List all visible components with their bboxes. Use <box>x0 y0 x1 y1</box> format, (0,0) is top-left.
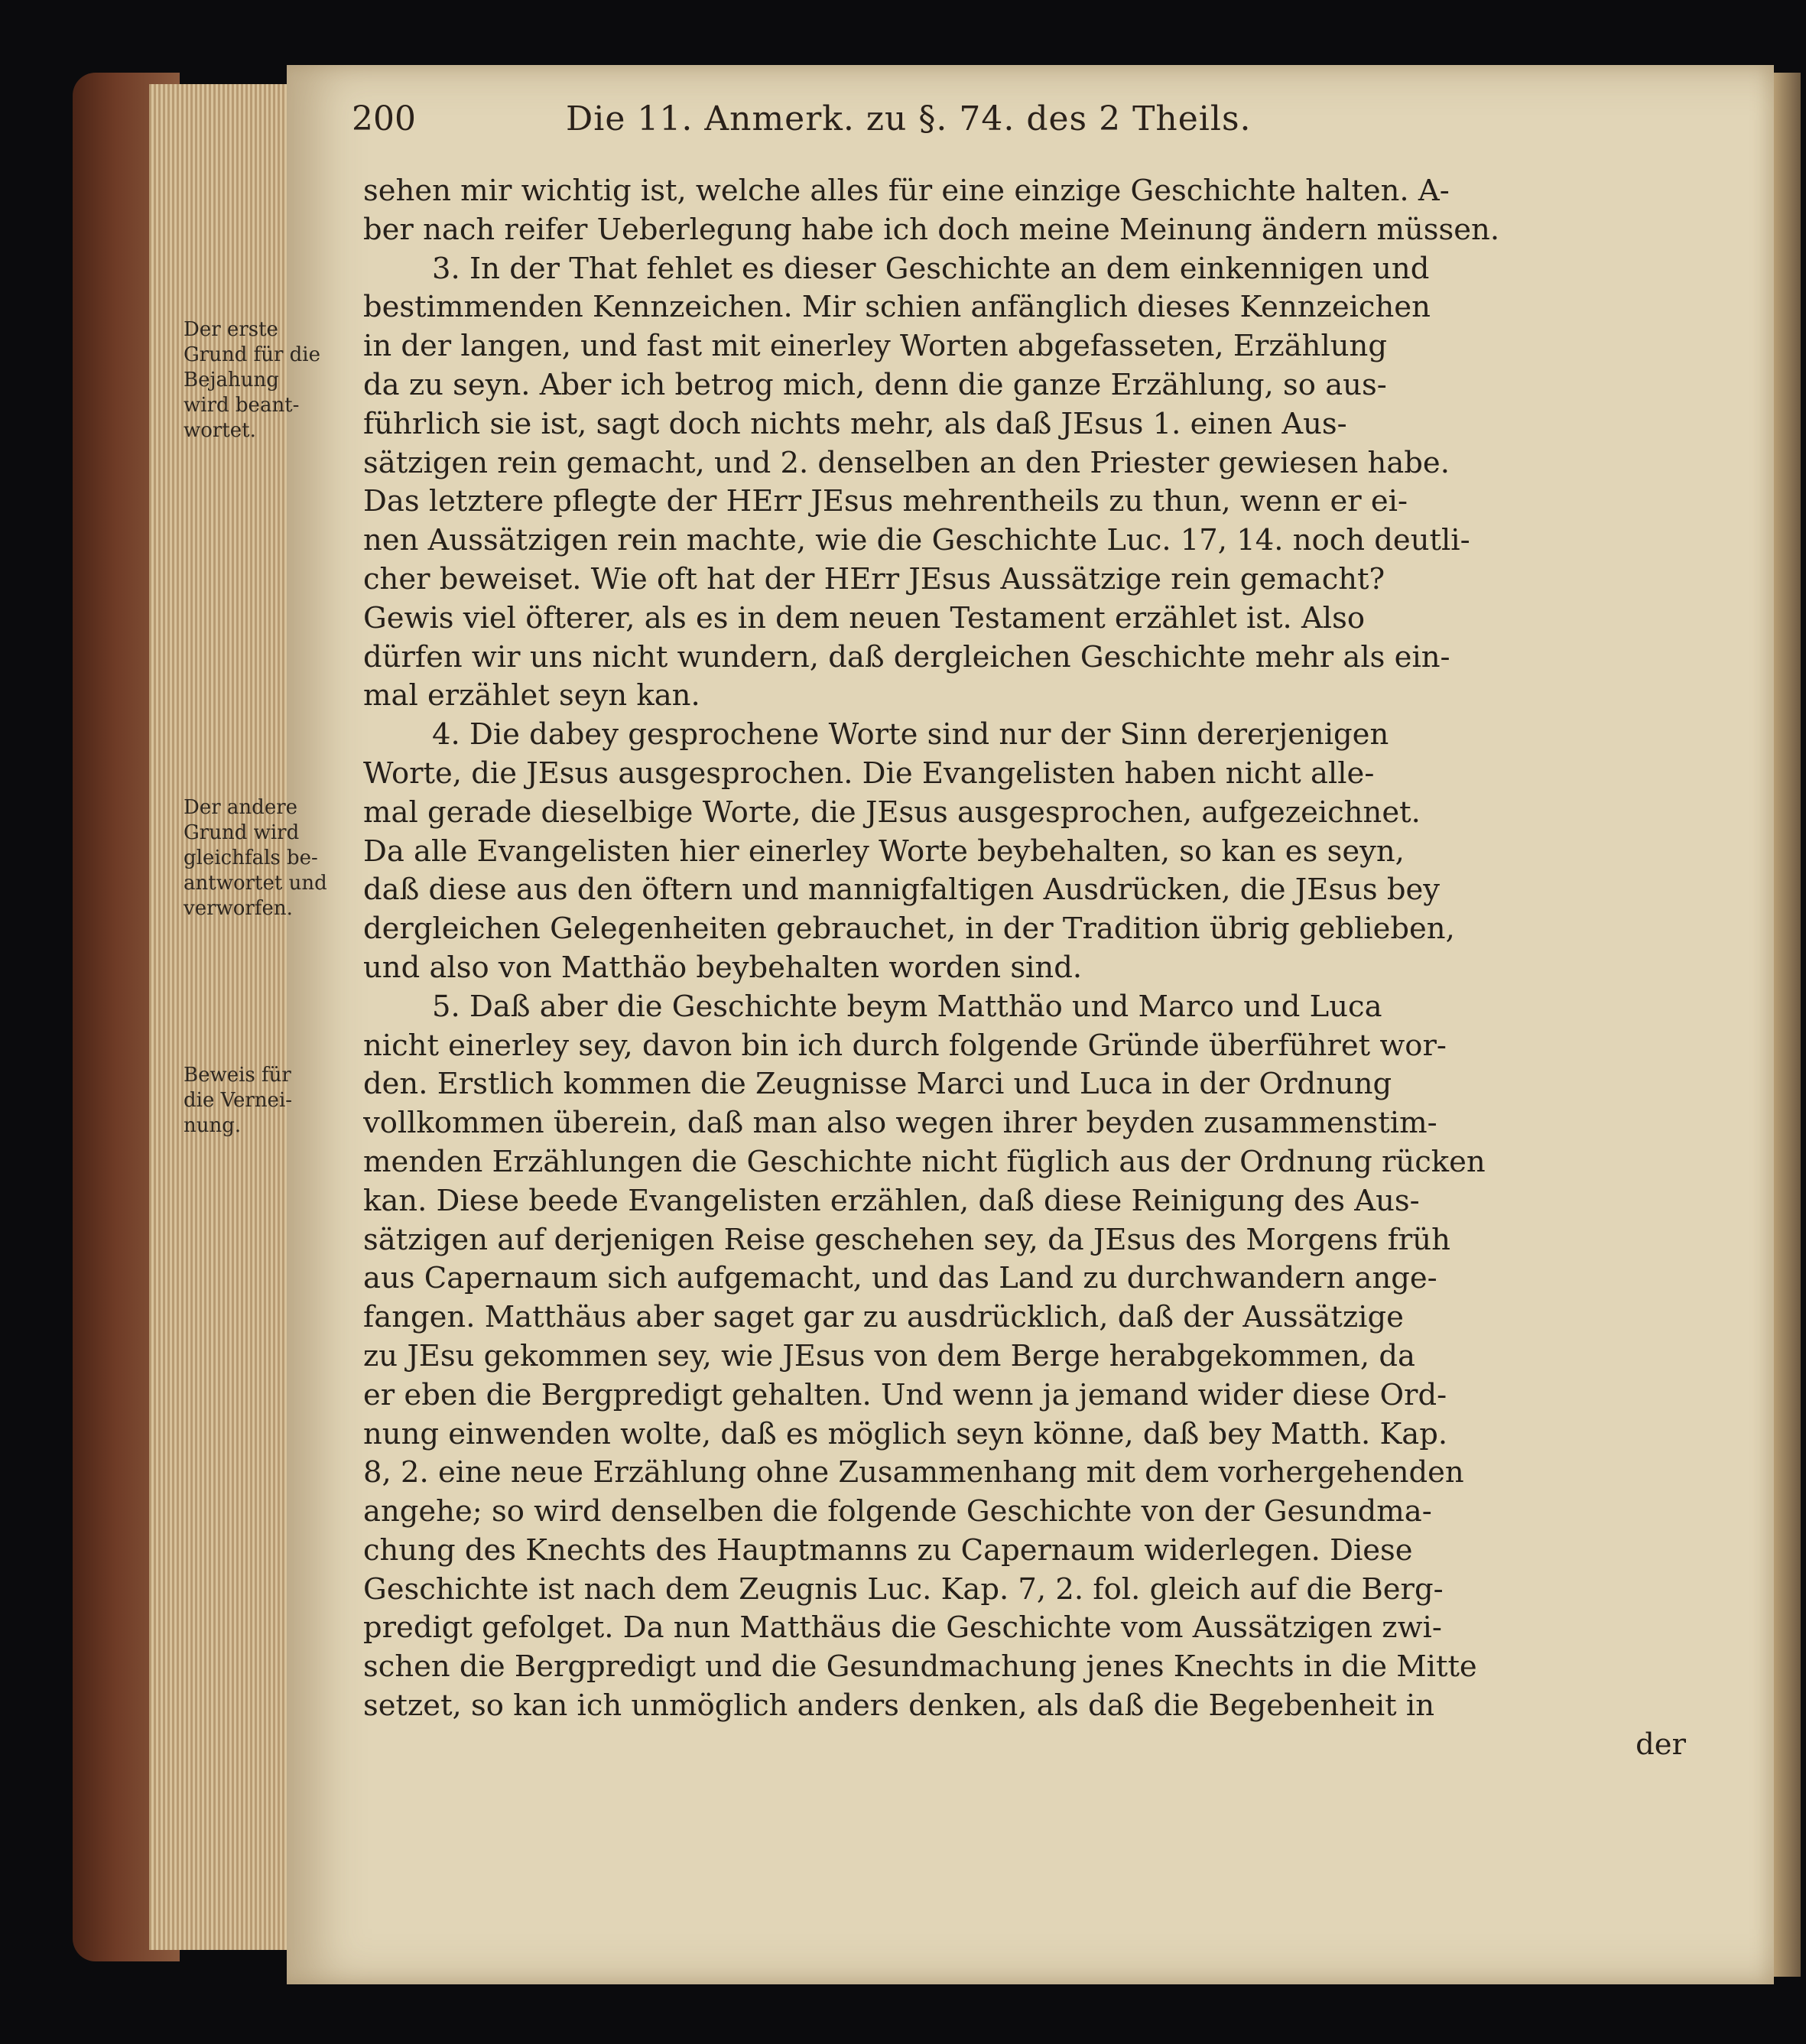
text-line: angehe; so wird denselben die folgende Geschichte von der Gesundma- <box>363 1494 1432 1529</box>
text-line: sätzigen rein gemacht, und 2. denselben an den Priester gewiesen habe. <box>363 445 1450 480</box>
marginal-line: Grund für die <box>184 343 321 366</box>
text-line: zu JEsu gekommen sey, wie JEsus von dem Berge herabgekommen, da <box>363 1338 1415 1373</box>
running-head <box>352 99 1652 153</box>
text-line: daß diese aus den öftern und mannigfaltigen Ausdrücken, die JEsus bey <box>363 873 1441 908</box>
marginal-line: gleichfals be- <box>184 847 318 869</box>
running-title: Die 11. Anmerk. zu §. 74. des 2 Theils. <box>566 99 1252 138</box>
text-line: dürfen wir uns nicht wundern, daß dergleichen Geschichte mehr als ein- <box>363 639 1450 674</box>
text-line: nen Aussätzigen rein machte, wie die Geschichte Luc. 17, 14. noch deutli- <box>363 523 1470 558</box>
text-line: Da alle Evangelisten hier einerley Worte beybehalten, so kan es seyn, <box>363 834 1405 869</box>
text-line: 5. Daß aber die Geschichte beym Matthäo und Marco und Luca <box>432 989 1382 1024</box>
text-line: schen die Bergpredigt und die Gesundmachung jenes Knechts in die Mitte <box>363 1649 1477 1685</box>
marginal-line: wird beant- <box>184 394 300 417</box>
text-line: bestimmenden Kennzeichen. Mir schien anfänglich dieses Kennzeichen <box>363 290 1431 325</box>
text-line: er eben die Bergpredigt gehalten. Und wenn ja jemand wider diese Ord- <box>363 1377 1447 1412</box>
text-line: in der langen, und fast mit einerley Worten abgefasseten, Erzählung <box>363 329 1388 364</box>
text-line: Gewis viel öfterer, als es in dem neuen Testament erzählet ist. Also <box>363 600 1366 635</box>
marginal-note-1 <box>184 317 359 444</box>
text-line: nicht einerley sey, davon bin ich durch folgende Gründe überführet wor- <box>363 1028 1447 1063</box>
marginal-line: nung. <box>184 1114 242 1137</box>
catchword: der <box>1635 1727 1686 1762</box>
text-line: predigt gefolget. Da nun Matthäus die Geschichte vom Aussätzigen zwi- <box>363 1610 1442 1646</box>
marginal-line: verworfen. <box>184 897 293 920</box>
text-line: menden Erzählungen die Geschichte nicht füglich aus der Ordnung rücken <box>363 1144 1486 1179</box>
text-line: Worte, die JEsus ausgesprochen. Die Evangelisten haben nicht alle- <box>363 756 1375 791</box>
text-line: sehen mir wichtig ist, welche alles für eine einzige Geschichte halten. A- <box>363 174 1450 208</box>
text-line: setzet, so kan ich unmöglich anders denken, als daß die Begebenheit in <box>363 1688 1435 1724</box>
text-line: 3. In der That fehlet es dieser Geschichte an dem einkennigen und <box>432 251 1430 286</box>
text-line: cher beweiset. Wie oft hat der HErr JEsus Aussätzige rein gemacht? <box>363 561 1385 596</box>
text-line: führlich sie ist, sagt doch nichts mehr, als daß JEsus 1. einen Aus- <box>363 406 1347 441</box>
text-line: 8, 2. eine neue Erzählung ohne Zusammenhang mit dem vorhergehenden <box>363 1455 1464 1490</box>
marginal-line: Der erste <box>184 318 278 341</box>
marginal-line: Bejahung <box>184 369 279 392</box>
text-line: chung des Knechts des Hauptmanns zu Capernaum widerlegen. Diese <box>363 1532 1413 1568</box>
text-line: ber nach reifer Ueberlegung habe ich doch meine Meinung ändern müssen. <box>363 212 1500 247</box>
marginal-line: die Vernei- <box>184 1089 293 1112</box>
text-line: 4. Die dabey gesprochene Worte sind nur der Sinn dererjenigen <box>432 717 1389 752</box>
marginal-line: wortet. <box>184 419 256 442</box>
body-text <box>363 172 1686 1765</box>
marginal-note-3 <box>184 1063 359 1139</box>
text-line: und also von Matthäo beybehalten worden sind. <box>363 950 1083 985</box>
page-number: 200 <box>352 99 416 138</box>
text-line: fangen. Matthäus aber saget gar zu ausdrücklich, daß der Aussätzige <box>363 1300 1404 1335</box>
marginal-line: antwortet und <box>184 872 327 895</box>
book-right-edge <box>1774 73 1801 1977</box>
text-line: kan. Diese beede Evangelisten erzählen, daß diese Reinigung des Aus- <box>363 1183 1420 1218</box>
marginal-line: Grund wird <box>184 821 300 844</box>
text-line: Das letztere pflegte der HErr JEsus mehrentheils zu thun, wenn er ei- <box>363 484 1408 519</box>
marginal-line: Der andere <box>184 796 298 819</box>
text-line: mal gerade dieselbige Worte, die JEsus ausgesprochen, aufgezeichnet. <box>363 795 1421 830</box>
marginal-note-2 <box>184 795 359 921</box>
text-line: den. Erstlich kommen die Zeugnisse Marci und Luca in der Ordnung <box>363 1067 1392 1102</box>
text-line: Geschichte ist nach dem Zeugnis Luc. Kap. 7, 2. fol. gleich auf die Berg- <box>363 1571 1444 1607</box>
text-line: aus Capernaum sich aufgemacht, und das Land zu durchwandern ange- <box>363 1261 1437 1296</box>
text-line: da zu seyn. Aber ich betrog mich, denn die ganze Erzählung, so aus- <box>363 367 1387 402</box>
text-line: nung einwenden wolte, daß es möglich seyn könne, daß bey Matth. Kap. <box>363 1416 1448 1451</box>
text-line: mal erzählet seyn kan. <box>363 678 700 713</box>
text-line: vollkommen überein, daß man also wegen ihrer beyden zusammenstim- <box>363 1106 1437 1141</box>
text-line: dergleichen Gelegenheiten gebrauchet, in der Tradition übrig geblieben, <box>363 912 1455 947</box>
marginal-line: Beweis für <box>184 1064 291 1087</box>
text-line: sätzigen auf derjenigen Reise geschehen sey, da JEsus des Morgens früh <box>363 1222 1450 1257</box>
